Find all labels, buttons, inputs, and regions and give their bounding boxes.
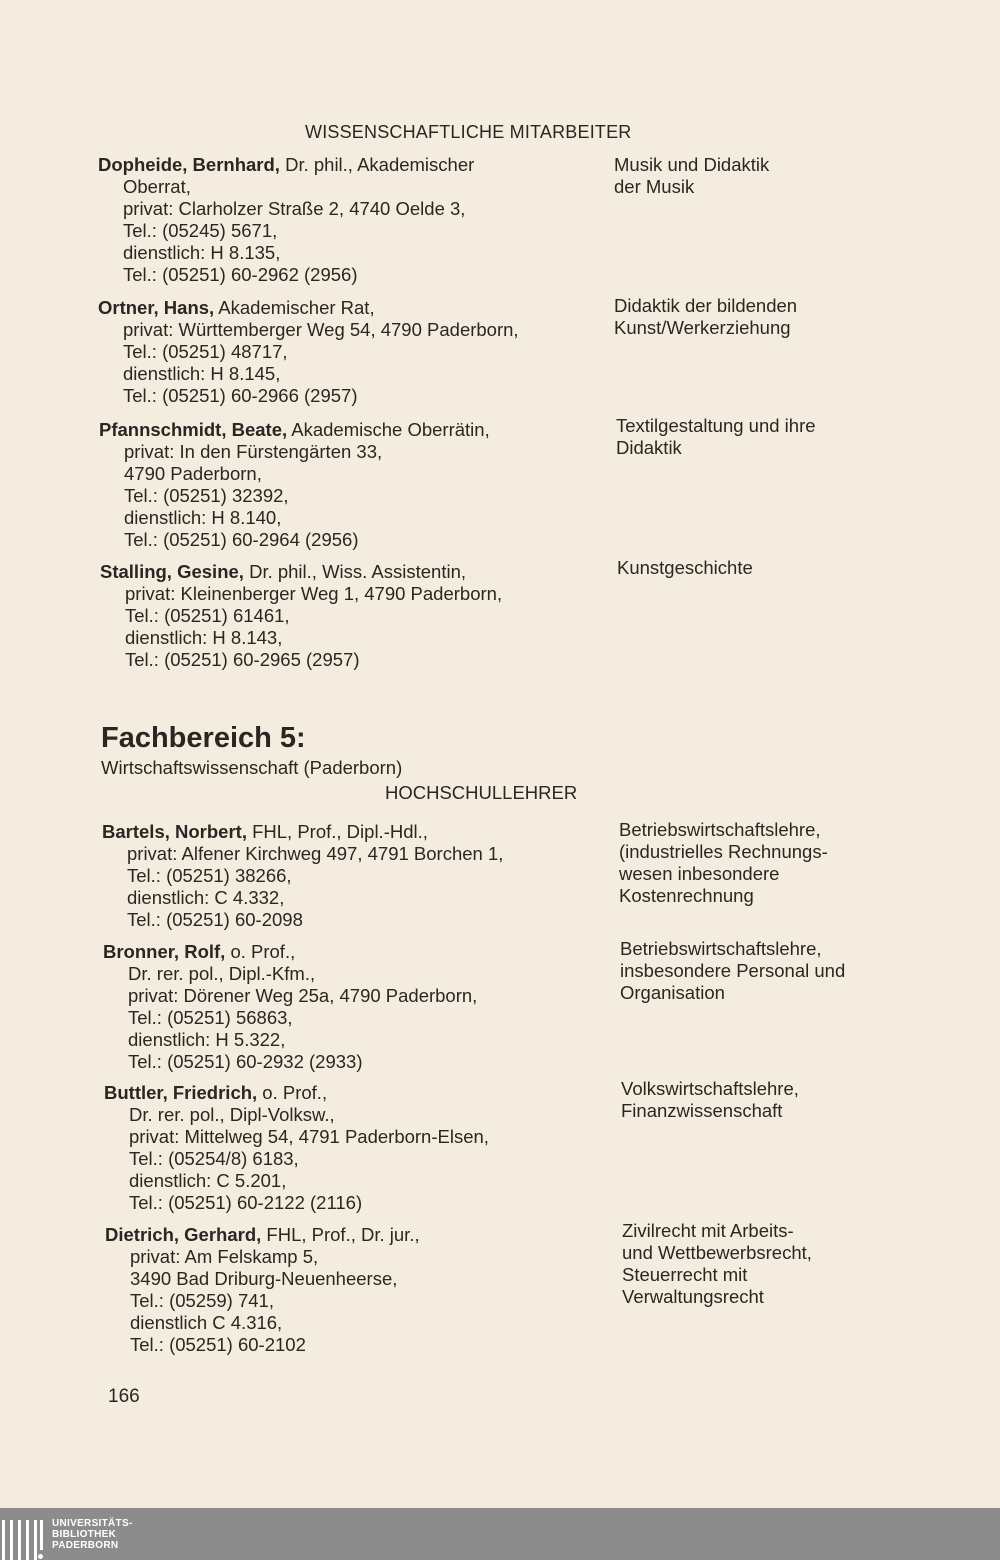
library-name: UNIVERSITÄTS- BIBLIOTHEK PADERBORN xyxy=(52,1518,133,1551)
professor-name: Buttler, Friedrich, xyxy=(104,1082,258,1103)
section-title-wissenschaftliche-mitarbeiter: WISSENSCHAFTLICHE MITARBEITER xyxy=(305,122,632,142)
professor-entry: Bartels, Norbert, FHL, Prof., Dipl.-Hdl., privat: Alfener Kirchweg 497, 4791 Borchen 1, Tel.: (05251) 38266, dienstlich: C 4.332, Tel.: (05251) 60-2098 xyxy=(102,821,504,930)
professor-name: Dietrich, Gerhard, xyxy=(105,1224,262,1245)
professor-name: Bronner, Rolf, xyxy=(103,941,226,962)
fachbereich-heading: Fachbereich 5: xyxy=(101,722,306,754)
staff-name: Dopheide, Bernhard, xyxy=(98,154,280,175)
staff-entry: Ortner, Hans, Akademischer Rat, privat: Württemberger Weg 54, 4790 Paderborn, Tel.: (05251) 48717, dienstlich: H 8.145, Tel.: (05251) 60-2966 (2957) xyxy=(98,297,519,406)
staff-name: Pfannschmidt, Beate, xyxy=(99,419,288,440)
section-title-hochschullehrer: HOCHSCHULLEHRER xyxy=(385,782,578,803)
staff-subject: Textilgestaltung und ihre Didaktik xyxy=(616,415,816,458)
staff-name: Ortner, Hans, xyxy=(98,297,215,318)
professor-name: Bartels, Norbert, xyxy=(102,821,247,842)
professor-entry: Dietrich, Gerhard, FHL, Prof., Dr. jur., privat: Am Felskamp 5, 3490 Bad Driburg-Neuenheerse, Tel.: (05259) 741, dienstlich C 4.316, Tel.: (05251) 60-2102 xyxy=(105,1224,420,1355)
staff-subject: Kunstgeschichte xyxy=(617,557,753,578)
professor-subject: Betriebswirtschaftslehre, (industrielles Rechnungs- wesen inbesondere Kostenrechnung xyxy=(619,819,828,906)
staff-subject: Didaktik der bildenden Kunst/Werkerziehung xyxy=(614,295,798,338)
staff-subject: Musik und Didaktik der Musik xyxy=(614,154,770,197)
library-footer xyxy=(0,1508,1000,1560)
staff-entry: Stalling, Gesine, Dr. phil., Wiss. Assistentin, privat: Kleinenberger Weg 1, 4790 Paderborn, Tel.: (05251) 61461, dienstlich: H 8.143, Tel.: (05251) 60-2965 (2957) xyxy=(100,561,503,670)
staff-entry: Dopheide, Bernhard, Dr. phil., Akademischer Oberrat, privat: Clarholzer Straße 2, 4740 Oelde 3, Tel.: (05245) 5671, dienstlich: H 8.135, Tel.: (05251) 60-2962 (2956) xyxy=(98,154,475,285)
professor-subject: Betriebswirtschaftslehre, insbesondere Personal und Organisation xyxy=(620,938,846,1003)
logo-dot-icon xyxy=(38,1554,43,1559)
professor-entry: Buttler, Friedrich, o. Prof., Dr. rer. pol., Dipl-Volksw., privat: Mittelweg 54, 4791 Paderborn-Elsen, Tel.: (05254/8) 6183, dienstlich: C 5.201, Tel.: (05251) 60-2122 (2116) xyxy=(104,1082,489,1213)
staff-name: Stalling, Gesine, xyxy=(100,561,244,582)
professor-subject: Volkswirtschaftslehre, Finanzwissenschaft xyxy=(621,1078,799,1121)
staff-entry: Pfannschmidt, Beate, Akademische Oberrätin, privat: In den Fürstengärten 33, 4790 Paderborn, Tel.: (05251) 32392, dienstlich: H 8.140, Tel.: (05251) 60-2964 (2956) xyxy=(99,419,490,550)
fachbereich-subtitle: Wirtschaftswissenschaft (Paderborn) xyxy=(101,757,403,778)
page-number: 166 xyxy=(108,1386,140,1407)
professor-entry: Bronner, Rolf, o. Prof., Dr. rer. pol., Dipl.-Kfm., privat: Dörener Weg 25a, 4790 Paderborn, Tel.: (05251) 56863, dienstlich: H 5.322, Tel.: (05251) 60-2932 (2933) xyxy=(103,941,478,1072)
professor-subject: Zivilrecht mit Arbeits- und Wettbewerbsrecht, Steuerrecht mit Verwaltungsrecht xyxy=(622,1220,812,1307)
